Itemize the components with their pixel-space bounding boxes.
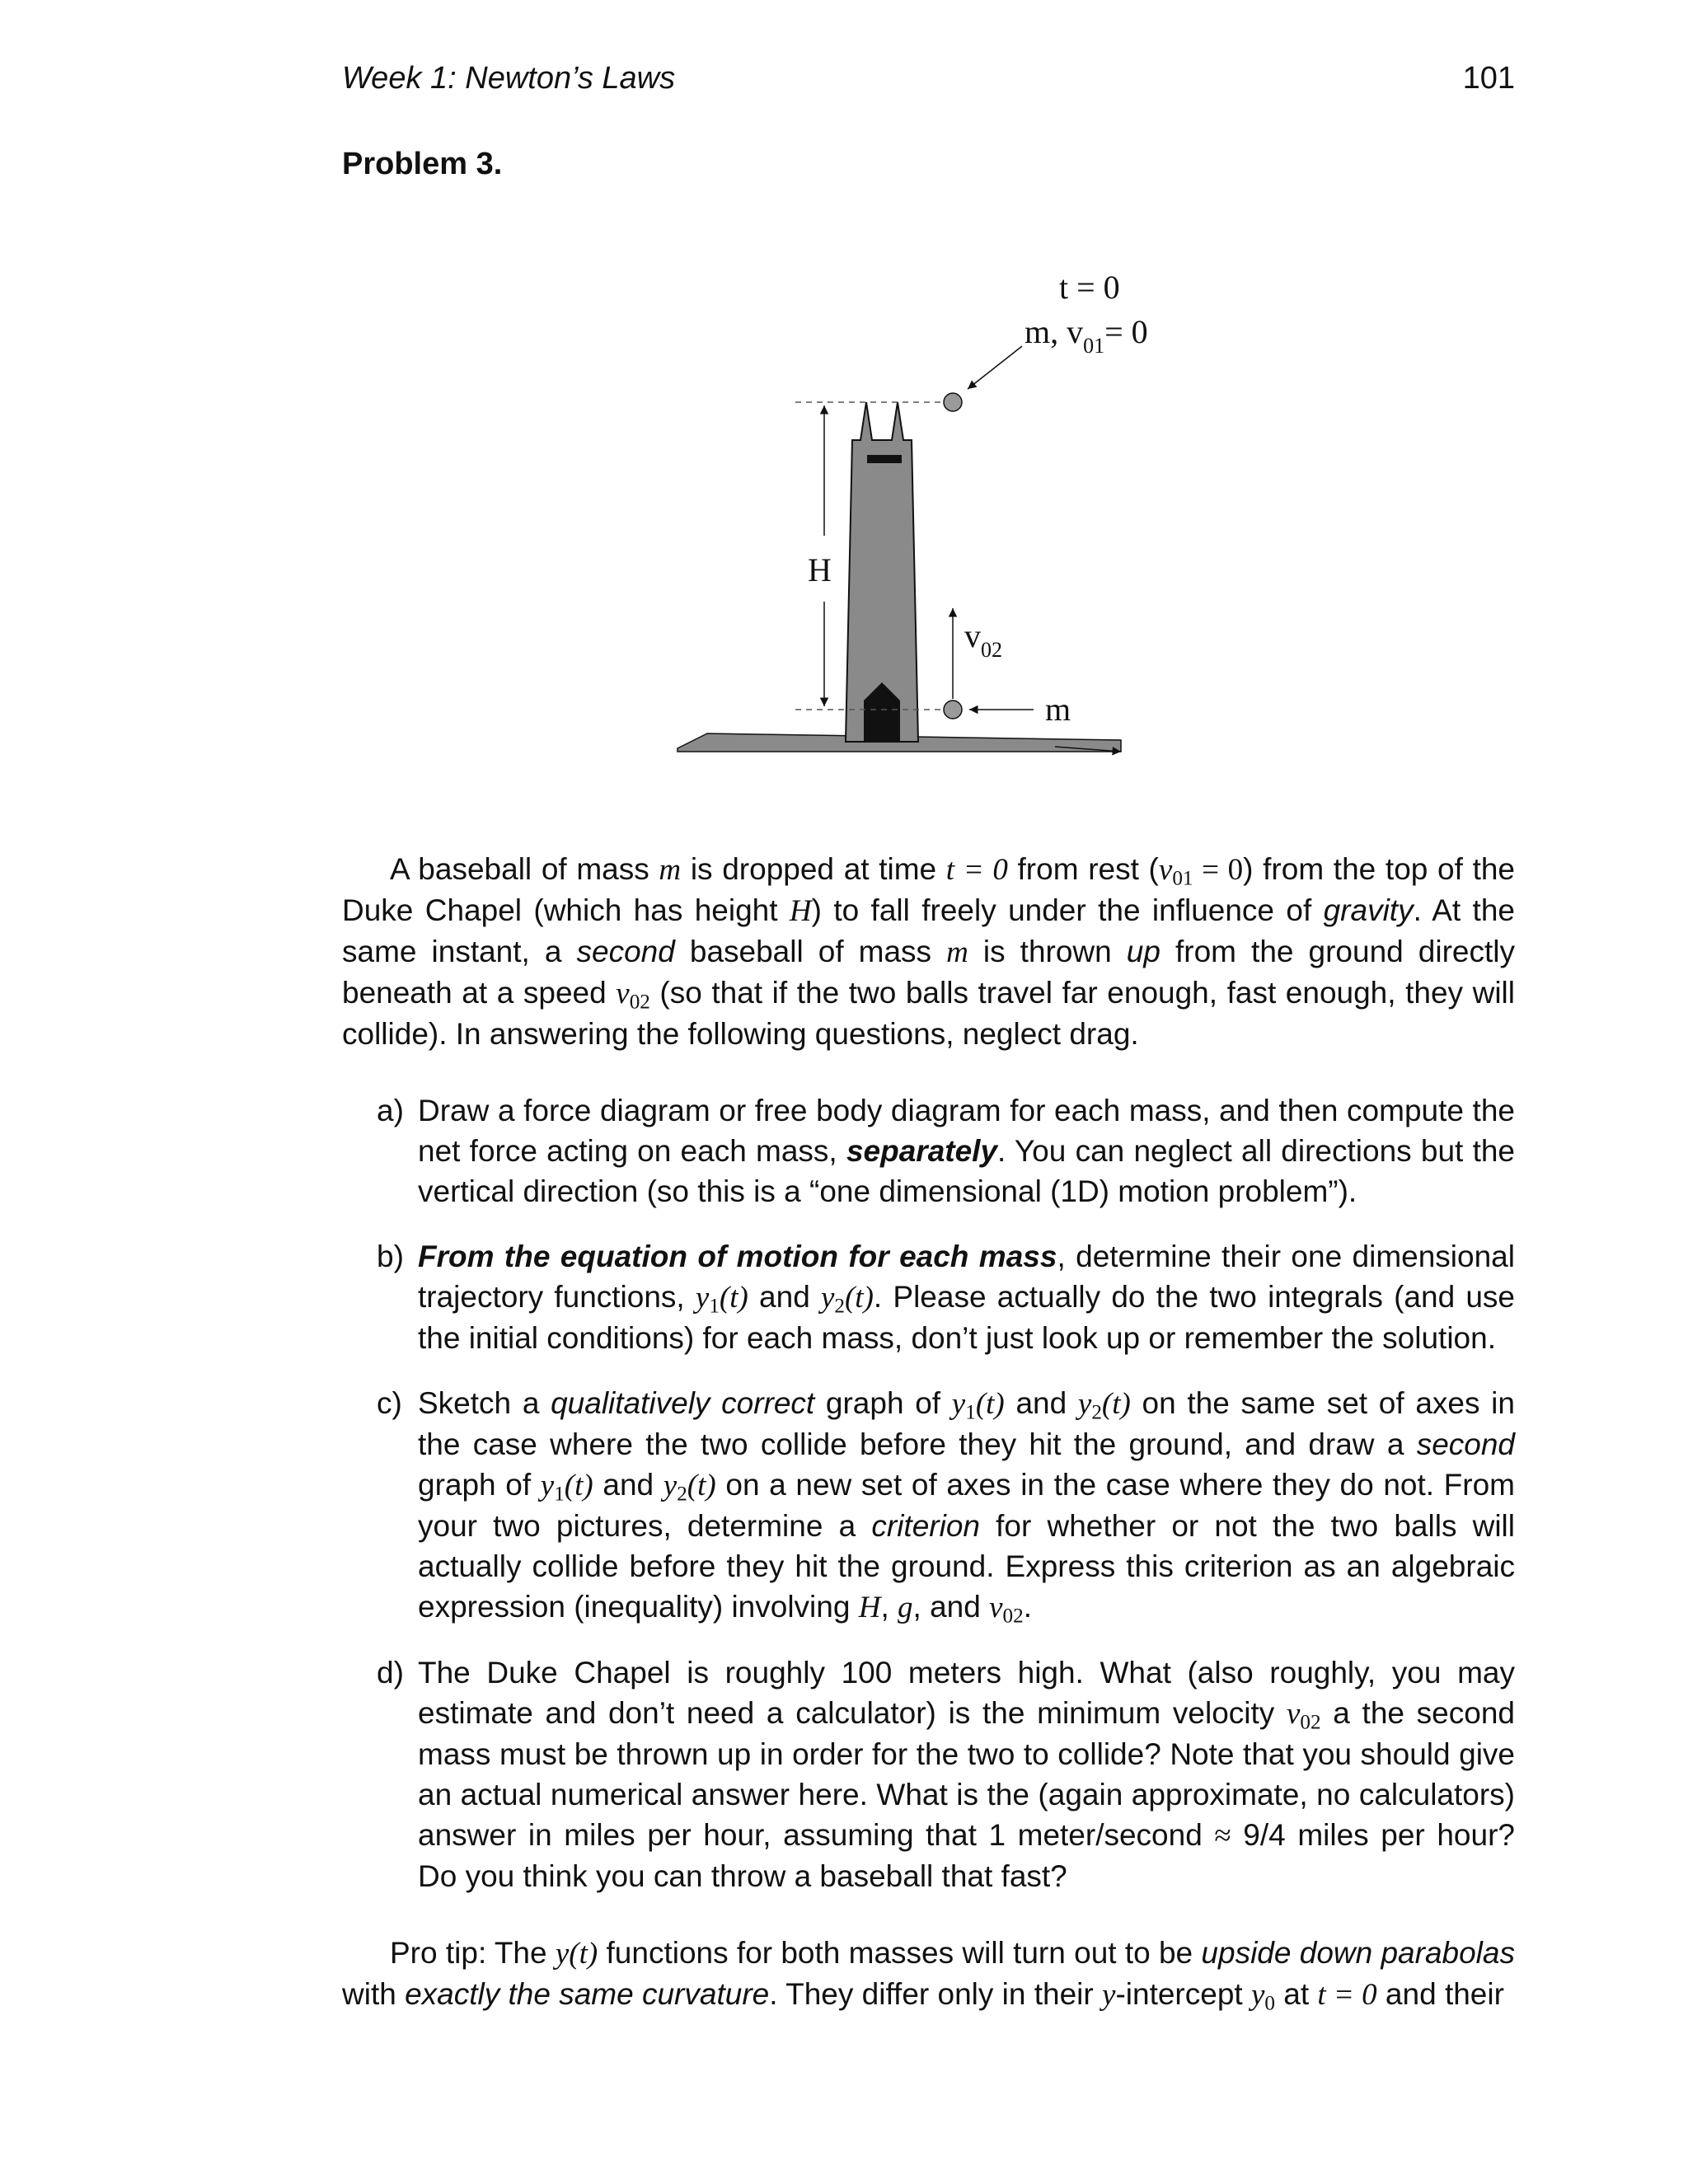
label-m-v01: m, $v_{01}= 0$ bbox=[1025, 313, 1148, 358]
page-number: 101 bbox=[1462, 61, 1515, 96]
label-v02: $v_{02}$ bbox=[964, 617, 1002, 662]
label-m-bottom: m bbox=[1045, 691, 1071, 728]
problem-body bbox=[342, 849, 1515, 2015]
ball-top bbox=[944, 393, 962, 411]
problem-title: Problem 3. bbox=[342, 147, 503, 181]
running-header-section: Week 1: Newton’s Laws bbox=[342, 61, 676, 96]
question-list bbox=[342, 1090, 1515, 1896]
question-d: d) The Duke Chapel is roughly 100 meters high. What (also roughly, you may estimate and don’t need a calculator) is the minimum velocity $v_{02}$ a the second mass must be thrown up in order for the two to collide? Note that you should give an actual numerical answer here. What is the (again approximate, no calculators) answer in miles per hour, assuming that 1 meter/second ≈ 9/4 miles per hour? Do you think you can throw a baseball that fast? bbox=[377, 1656, 1515, 1893]
protip-paragraph: Pro tip: The y(t) functions for both masses will turn out to be upside down parabolas with exactly the same curvature. They differ only in their y-intercept $y_0$ at t = 0 and their bbox=[342, 1936, 1515, 2015]
pointer-arrow-top bbox=[968, 346, 1022, 389]
intro-paragraph: A baseball of mass m is dropped at time t = 0 from rest $(v_{01} = 0)$ from the top of the Duke Chapel (which has height H) to fall freely under the influence of gravity. At the same instant, a second baseball of mass m is thrown up from the ground directly beneath at a speed $v_{02}$ (so that if the two balls travel far enough, fast enough, they will collide). In answering the following questions, neglect drag. bbox=[342, 852, 1515, 1051]
label-height: H bbox=[808, 551, 832, 588]
label-t0: t = 0 bbox=[1059, 269, 1120, 306]
chapel-figure bbox=[643, 264, 1170, 775]
question-b: b) From the equation of motion for each mass, determine their one dimensional trajectory functions, $y_1(t)$ and $y_2(t)$. Please actually do the two integrals (and use the initial conditions) for each mass, don’t just look up or remember the solution. bbox=[377, 1240, 1515, 1355]
ball-bottom bbox=[944, 701, 962, 719]
tower-window bbox=[867, 455, 902, 463]
question-c: c) Sketch a qualitatively correct graph of $y_1(t)$ and $y_2(t)$ on the same set of axes in the case where the two collide before they hit the ground, and draw a second graph of $y_1(t)$ and $y_2(t)$ on a new set of axes in the case where they do not. From your two pictures, determine a criterion for whether or not the two balls will actually collide before they hit the ground. Express this criterion as an algebraic expression (inequality) involving H, g, and $v_{02}$. bbox=[377, 1386, 1516, 1628]
question-a: a) Draw a force diagram or free body diagram for each mass, and then compute the net force acting on each mass, separately. You can neglect all directions but the vertical direction (so this is a “one dimensional (1D) motion problem”). bbox=[377, 1094, 1516, 1208]
